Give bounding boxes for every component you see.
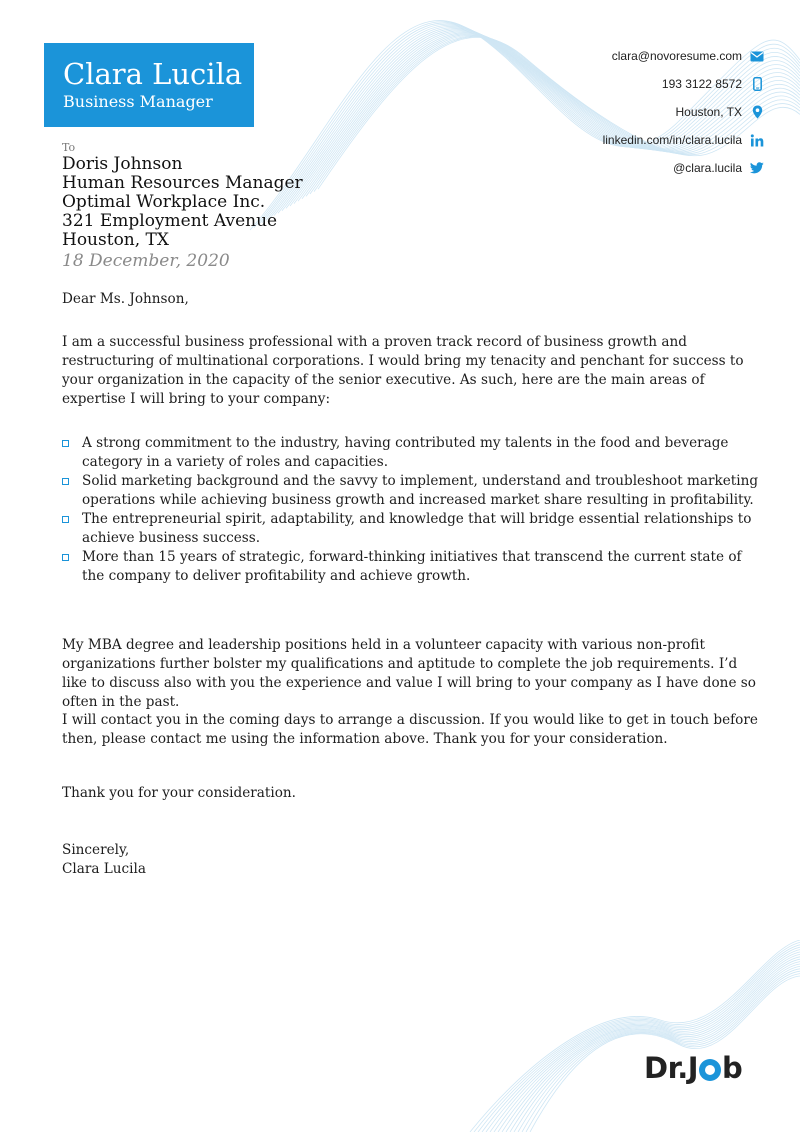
wave-line bbox=[490, 952, 800, 1132]
recipient-city: Houston, TX bbox=[62, 230, 169, 250]
recipient-name: Doris Johnson bbox=[62, 154, 183, 174]
wave-line bbox=[474, 942, 800, 1132]
signature-name: Clara Lucila bbox=[62, 861, 146, 877]
thanks-paragraph: Thank you for your consideration. bbox=[62, 785, 296, 801]
salutation: Dear Ms. Johnson, bbox=[62, 291, 189, 307]
drjob-logo bbox=[644, 1048, 742, 1088]
contact-location bbox=[603, 98, 764, 126]
letter-date: 18 December, 2020 bbox=[62, 251, 230, 271]
bullet-square-icon bbox=[62, 440, 69, 447]
contact-phone[interactable] bbox=[603, 70, 764, 98]
recipient-street: 321 Employment Avenue bbox=[62, 211, 278, 231]
contact-list bbox=[603, 42, 764, 182]
signature-block bbox=[62, 841, 764, 879]
list-item bbox=[62, 510, 764, 548]
qualifications-paragraph: My MBA degree and leadership positions held in a volunteer capacity with various non-profit organizations further bolster my qualifications and aptitude to complete the job requirements. I’d like to discuss also with you the experience and value I will bring to your company as I have done so often in the past. bbox=[62, 637, 756, 710]
recipient-title: Human Resources Manager bbox=[62, 173, 303, 193]
linkedin-icon bbox=[750, 133, 764, 147]
list-item-text: A strong commitment to the industry, having contributed my talents in the food and beverage category in a variety of roles and capacities. bbox=[82, 435, 729, 470]
logo-text-suffix: b bbox=[722, 1051, 743, 1085]
intro-paragraph: I am a successful business professional with a proven track record of business growth and restructuring of multinational corporations. I would bring my tenacity and penchant for success to your organization in the capacity of the senior executive. As such, here are the main areas of expertise I will bring to your company: bbox=[62, 334, 744, 407]
contact-twitter[interactable] bbox=[603, 154, 764, 182]
wave-line bbox=[478, 945, 800, 1132]
wave-line bbox=[498, 957, 800, 1132]
twitter-icon bbox=[750, 161, 764, 175]
contact-twitter-text: @clara.lucila bbox=[673, 161, 742, 175]
logo-text-prefix: Dr.J bbox=[644, 1051, 699, 1085]
recipient-company: Optimal Workplace Inc. bbox=[62, 192, 266, 212]
list-item-text: More than 15 years of strategic, forward-thinking initiatives that transcend the current state of the company to deliver profitability and achieve growth. bbox=[82, 549, 742, 584]
list-item bbox=[62, 434, 764, 472]
logo-o-icon bbox=[699, 1059, 721, 1081]
contact-linkedin-text: linkedin.com/in/clara.lucila bbox=[602, 133, 742, 147]
expertise-list bbox=[62, 434, 764, 586]
list-item-text: Solid marketing background and the savvy to implement, understand and troubleshoot marketing operations while achieving business growth and increased market share resulting in profitability. bbox=[82, 473, 759, 508]
contact-paragraph: I will contact you in the coming days to arrange a discussion. If you would like to get in touch before then, please contact me using the information above. Thank you for your consideration. bbox=[62, 712, 758, 747]
contact-location-text: Houston, TX bbox=[675, 105, 742, 119]
location-pin-icon bbox=[750, 105, 764, 119]
contact-email[interactable] bbox=[603, 42, 764, 70]
closing: Sincerely, bbox=[62, 842, 130, 858]
contact-linkedin[interactable] bbox=[603, 126, 764, 154]
decorative-waves-bottom bbox=[0, 940, 800, 1132]
name-banner bbox=[44, 43, 254, 127]
wave-line bbox=[470, 940, 800, 1132]
list-item bbox=[62, 548, 764, 586]
contact-email-text: clara@novoresume.com bbox=[611, 49, 742, 63]
list-item-text: The entrepreneurial spirit, adaptability, and knowledge that will bridge essential relationships to achieve business success. bbox=[82, 511, 752, 546]
recipient-block bbox=[62, 141, 303, 271]
candidate-name: Clara Lucila bbox=[63, 57, 243, 91]
wave-line bbox=[494, 954, 800, 1132]
bullet-square-icon bbox=[62, 516, 69, 523]
wave-line bbox=[486, 950, 800, 1132]
phone-icon bbox=[750, 77, 764, 91]
wave-line bbox=[482, 947, 800, 1132]
envelope-icon bbox=[750, 49, 764, 63]
bullet-square-icon bbox=[62, 478, 69, 485]
to-label: To bbox=[62, 141, 76, 154]
contact-phone-text: 193 3122 8572 bbox=[661, 77, 742, 91]
list-item bbox=[62, 472, 764, 510]
candidate-title: Business Manager bbox=[63, 92, 213, 111]
wave-line bbox=[502, 959, 800, 1132]
bullet-square-icon bbox=[62, 554, 69, 561]
wave-line bbox=[506, 962, 800, 1132]
